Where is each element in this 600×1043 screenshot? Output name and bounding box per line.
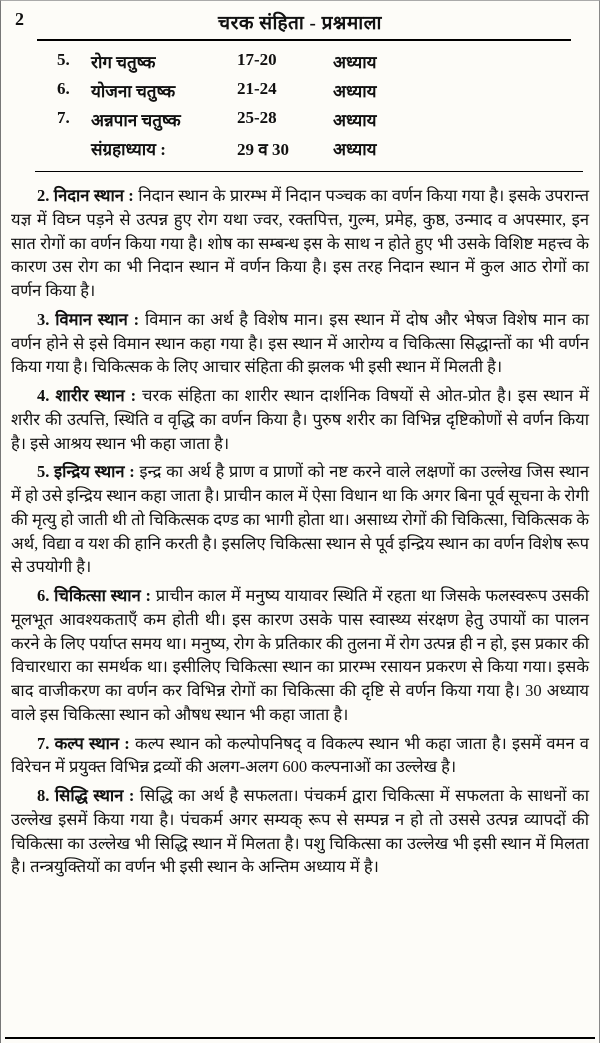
header-rule xyxy=(37,39,571,41)
chapter-row-name: योजना चतुष्क xyxy=(91,82,176,101)
footer-rule xyxy=(5,1037,595,1039)
page-number: 2 xyxy=(15,9,24,29)
chapter-row xyxy=(57,105,443,134)
paragraph xyxy=(11,732,589,780)
chapter-row-name: रोग चतुष्क xyxy=(91,53,156,72)
paragraph-heading: 8. सिद्धि स्थान : xyxy=(37,786,135,805)
chapter-row-unit: अध्याय xyxy=(333,53,377,72)
chapter-row xyxy=(57,76,443,105)
paragraph xyxy=(11,308,589,379)
chapter-row-number: 6. xyxy=(57,79,70,98)
chapter-row-number: 7. xyxy=(57,108,70,127)
chapter-row xyxy=(57,47,443,76)
paragraph-body: निदान स्थान के प्रारम्भ में निदान पञ्चक का वर्णन किया गया है। इसके उपरान्त यज्ञ में विघ्न पड़ने से उत्पन्न हुए रोग यथा ज्वर, रक्तपित्त, गुल्म, प्रमेह, कुष्ठ, उन्माद व अपस्मार, इन सात रोगों का वर्णन किया गया है। शोष का सम्बन्ध इस के साथ न होते हुए भी उसके विशिष्ट महत्त्व के कारण उस रोग का भी निदान स्थान में वर्णन किया है। इस तरह निदान स्थान में कुल आठ रोगों का वर्णन किया है। xyxy=(11,186,589,300)
paragraph-heading: 3. विमान स्थान : xyxy=(37,309,140,329)
chapter-row-name: अन्नपान चतुष्क xyxy=(91,111,181,130)
paragraph-body: प्राचीन काल में मनुष्य यायावर स्थिति में रहता था जिसके फलस्वरूप उसकी मूलभूत आवश्यकताएँ कम होती थी। इस कारण उसके पास स्वास्थ्य संरक्षण हेतु उपायों का पालन करने के लिए पर्याप्त समय था। मनुष्य, रोग के प्रतिकार की तुलना में रोग उत्पन्न ही न हो, इस प्रकार की विचारधारा का समर्थक था। इसीलिए चिकित्सा स्थान का प्रारम्भ रसायन प्रकरण से किया गया। इसके बाद वाजीकरण का वर्णन कर विभिन्न रोगों का चिकित्सा की दृष्टि से वर्णन किया गया है। 30 अध्याय वाले इस चिकित्सा स्थान को औषध स्थान भी कहा जाता है। xyxy=(11,586,590,724)
chapter-row xyxy=(57,134,443,163)
list-divider-rule xyxy=(35,171,583,172)
paragraph-body: इन्द्र का अर्थ है प्राण व प्राणों को नष्ट करने वाले लक्षणों का उल्लेख जिस स्थान में हो उसे इन्द्रिय स्थान कहा जाता है। प्राचीन काल में ऐसा विधान था कि अगर बिना पूर्व सूचना के रोगी की मृत्यु हो जाती थी तो चिकित्सक दण्ड का भागी होता था। असाध्य रोगों की चिकित्सा, चिकित्सक के अर्थ, विद्या व यश की हानि करती है। इसलिए चिकित्सा स्थान से पूर्व इन्द्रिय स्थान का वर्णन विशेष रूप से उपयोगी है। xyxy=(11,462,590,577)
paragraph xyxy=(11,460,589,579)
chapter-row-range: 17-20 xyxy=(237,50,277,69)
paragraph xyxy=(11,184,589,303)
paragraph-heading: 6. चिकित्सा स्थान : xyxy=(37,586,151,605)
chapter-row-number xyxy=(57,134,91,163)
paragraph xyxy=(11,384,589,455)
paragraph-body: विमान का अर्थ है विशेष मान। इस स्थान में दोष और भेषज विशेष मान का वर्णन होने से इसे विमान स्थान कहा गया है। इस स्थान में आरोग्य व चिकित्सा सिद्धान्तों का भी वर्णन किया गया है। चिकित्सक के लिए आचार संहिता की झलक भी इसी स्थान में मिलती है। xyxy=(11,309,589,377)
paragraph-body: कल्प स्थान को कल्पोपनिषद् व विकल्प स्थान भी कहा जाता है। इसमें वमन व विरेचन में प्रयुक्त विभिन्न द्रव्यों की अलग-अलग 600 कल्पनाओं का उल्लेख है। xyxy=(11,733,589,777)
page-header xyxy=(11,5,589,37)
paragraph-heading: 7. कल्प स्थान : xyxy=(37,733,130,753)
paragraph xyxy=(11,784,589,879)
chapter-list xyxy=(57,47,443,163)
paragraph-heading: 2. निदान स्थान : xyxy=(37,186,134,205)
chapter-row-name: संग्रहाध्याय : xyxy=(91,140,166,159)
paragraph-body: चरक संहिता का शारीर स्थान दार्शनिक विषयों से ओत-प्रोत है। इस स्थान में शरीर की उत्पत्ति, स्थिति व वृद्धि का वर्णन किया है। पुरुष शरीर का विभिन्न दृष्टिकोणों से वर्णन किया है। इसे आश्रय स्थान भी कहा जाता है। xyxy=(11,386,589,453)
paragraph-heading: 4. शारीर स्थान : xyxy=(37,386,137,405)
paragraph-heading: 5. इन्द्रिय स्थान : xyxy=(37,462,135,482)
chapter-row-unit: अध्याय xyxy=(333,140,377,159)
chapter-row-unit: अध्याय xyxy=(333,111,377,130)
paragraph-body: सिद्धि का अर्थ है सफलता। पंचकर्म द्वारा चिकित्सा में सफलता के साधनों का उल्लेख इसमें किया गया है। पंचकर्म अगर सम्यक् रूप से सम्पन्न न हो तो उससे उत्पन्न व्यापदों की चिकित्सा का उल्लेख भी सिद्धि स्थान में मिलता है। पशु चिकित्सा का उल्लेख भी इसी स्थान में मिलता है। तन्त्रयुक्तियों का वर्णन भी इसी स्थान के अन्तिम अध्याय में है। xyxy=(11,786,589,877)
paragraph xyxy=(11,584,589,727)
chapter-row-number: 5. xyxy=(57,50,70,69)
body-text xyxy=(11,184,589,879)
chapter-row-range: 21-24 xyxy=(237,79,277,98)
chapter-row-range: 25-28 xyxy=(237,108,277,127)
chapter-row-unit: अध्याय xyxy=(333,82,377,101)
chapter-row-range: 29 व 30 xyxy=(237,140,289,159)
page-title: चरक संहिता - प्रश्नमाला xyxy=(218,13,382,34)
